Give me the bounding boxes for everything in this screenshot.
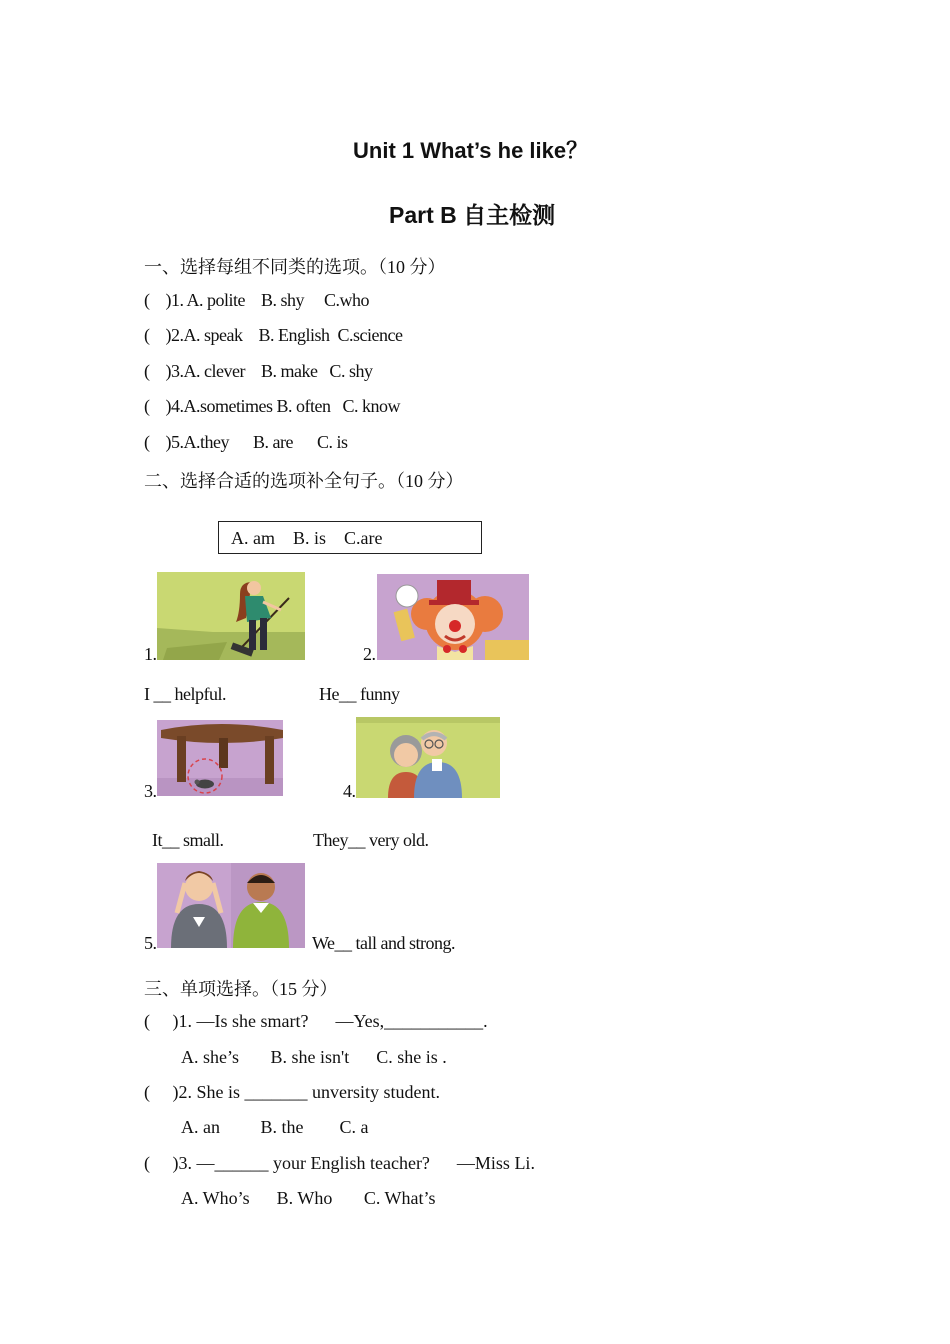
- sentence: He__ funny: [319, 684, 400, 704]
- section3-heading: 三、单项选择。（15 分）: [144, 979, 338, 999]
- picture-number: 1.: [144, 644, 157, 664]
- sentence: We__ tall and strong.: [312, 933, 456, 953]
- sentence: I __ helpful.: [144, 684, 226, 704]
- options-box: [218, 521, 482, 554]
- picture-number: 2.: [363, 644, 376, 664]
- question-stem: ( )1. —Is she smart? —Yes,___________.: [144, 1011, 488, 1031]
- section1-item: ( )1. A. polite B. shy C.who: [144, 290, 370, 310]
- old-couple-image: [356, 717, 500, 798]
- picture-number: 3.: [144, 781, 157, 801]
- options-box-text: A. am B. is C.are: [231, 528, 383, 548]
- question-options: A. Who’s B. Who C. What’s: [181, 1188, 436, 1208]
- sentence: They__ very old.: [313, 830, 429, 850]
- sentence: It__ small.: [152, 830, 224, 850]
- section2-heading: 二、选择合适的选项补全句子。（10 分）: [144, 471, 464, 491]
- section1-item: ( )4.A.sometimes B. often C. know: [144, 396, 400, 416]
- section1-heading: 一、选择每组不同类的选项。（10 分）: [144, 257, 446, 277]
- picture-number: 5.: [144, 933, 157, 953]
- girl-sweeping-image: [157, 572, 305, 660]
- page-title: Unit 1 What’s he like？: [353, 138, 589, 163]
- question-options: A. she’s B. she isn't C. she is .: [181, 1047, 447, 1067]
- question-stem: ( )2. She is _______ unversity student.: [144, 1082, 440, 1102]
- section1-item: ( )5.A.they B. are C. is: [144, 432, 348, 452]
- question-stem: ( )3. —______ your English teacher? —Miss Li.: [144, 1153, 535, 1173]
- question-options: A. an B. the C. a: [181, 1117, 369, 1137]
- section1-item: ( )3.A. clever B. make C. shy: [144, 361, 373, 381]
- picture-number: 4.: [343, 781, 356, 801]
- two-boys-image: [157, 863, 305, 948]
- table-mouse-image: [157, 720, 283, 796]
- section1-item: ( )2.A. speak B. English C.science: [144, 325, 403, 345]
- clown-image: [377, 574, 529, 660]
- page-subtitle: Part B 自主检测: [389, 202, 556, 228]
